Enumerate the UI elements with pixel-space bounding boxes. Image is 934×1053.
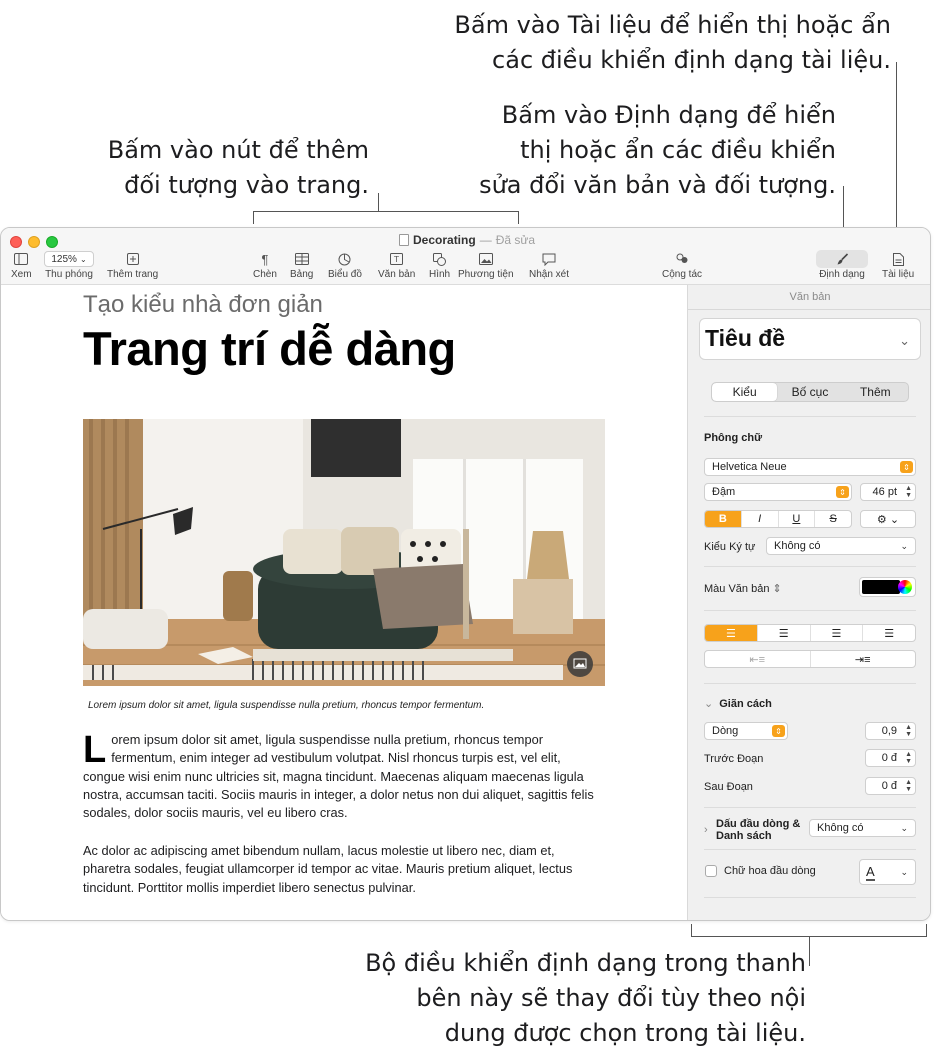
svg-text:T: T bbox=[394, 255, 400, 264]
chevron-down-icon: ⌄ bbox=[900, 866, 908, 877]
italic-button[interactable]: I bbox=[742, 511, 779, 527]
format-sidebar bbox=[687, 285, 931, 921]
stepper-arrows-icon[interactable]: ▲ ▼ bbox=[905, 724, 912, 738]
callout-document-line-2: các điều khiển định dạng tài liệu. bbox=[492, 46, 891, 74]
window-title bbox=[399, 233, 535, 247]
collaborate-icon bbox=[675, 250, 689, 268]
callout-sidebar-bracket-stem bbox=[809, 936, 810, 966]
view-label: Xem bbox=[11, 269, 32, 280]
callout-insert-line-2: đối tượng vào trang. bbox=[124, 171, 369, 199]
callout-insert-line-1: Bấm vào nút để thêm bbox=[107, 136, 369, 164]
updown-arrow-icon: ⇕ bbox=[772, 583, 782, 595]
drop-cap-style-select[interactable] bbox=[859, 859, 916, 885]
collaborate-label: Cộng tác bbox=[662, 269, 703, 280]
gear-icon: ⚙ ⌄ bbox=[876, 513, 900, 526]
chevron-down-icon: ⌄ bbox=[900, 540, 908, 551]
underline-button[interactable]: U bbox=[779, 511, 816, 527]
callout-insert bbox=[108, 133, 369, 203]
insert-label: Chèn bbox=[253, 269, 277, 280]
sidebar-tabs bbox=[711, 382, 909, 402]
line-spacing-mode-value: Dòng bbox=[712, 725, 739, 737]
document-button[interactable] bbox=[882, 250, 914, 280]
after-paragraph-value: 0 đ bbox=[881, 780, 897, 792]
pages-window bbox=[0, 227, 931, 921]
sidebar-header-divider bbox=[688, 309, 931, 310]
divider bbox=[704, 849, 916, 850]
advanced-options-button[interactable] bbox=[860, 510, 916, 528]
callout-sidebar-bracket-right bbox=[926, 924, 927, 937]
char-style-select[interactable] bbox=[766, 537, 916, 555]
callout-insert-bracket-right bbox=[518, 211, 519, 224]
zoom-control[interactable] bbox=[44, 250, 94, 280]
text-button[interactable] bbox=[378, 250, 415, 280]
table-icon bbox=[295, 250, 309, 268]
stepper-arrows-icon[interactable]: ▲ ▼ bbox=[905, 751, 912, 765]
after-paragraph-label: Sau Đoạn bbox=[704, 781, 753, 793]
tab-style[interactable]: Kiểu bbox=[712, 383, 777, 401]
body-paragraph-2-text: Ac dolor ac adipiscing amet bibendum nullam, lacus molestie ut libero nec, diam et, pharetra sodales, feugiat ullamcorper id tempor ac vitae. Mauris pretium aliquet, lectus tincidunt. Porttitor mollis imperdiet libero senectus pulvinar. bbox=[83, 843, 573, 895]
align-justify-icon[interactable]: ☰ bbox=[884, 627, 895, 640]
document-name: Decorating bbox=[413, 233, 476, 247]
divider bbox=[704, 416, 916, 417]
tab-more[interactable]: Thêm bbox=[859, 385, 891, 399]
divider bbox=[704, 610, 916, 611]
char-style-label: Kiểu Ký tự bbox=[704, 541, 756, 553]
updown-arrow-icon: ⇕ bbox=[772, 725, 785, 737]
font-family-select[interactable] bbox=[704, 458, 916, 476]
divider bbox=[704, 807, 916, 808]
align-left-icon[interactable]: ☰ bbox=[705, 625, 758, 641]
shape-label: Hình bbox=[429, 269, 451, 280]
align-center-icon[interactable]: ☰ bbox=[758, 625, 811, 641]
close-window-button[interactable] bbox=[10, 236, 22, 248]
chevron-down-icon: ⌄ bbox=[704, 698, 714, 710]
increase-indent-icon[interactable]: ⇥≡ bbox=[854, 653, 871, 666]
document-icon bbox=[399, 234, 409, 246]
callout-sidebar-line-3: dung được chọn trong tài liệu. bbox=[444, 1019, 806, 1047]
tab-layout[interactable]: Bố cục bbox=[791, 385, 829, 399]
add-page-button[interactable] bbox=[107, 250, 158, 280]
document-title[interactable]: Trang trí dễ dàng bbox=[83, 322, 456, 375]
text-box-icon bbox=[390, 250, 403, 268]
drop-cap: L bbox=[83, 729, 107, 771]
callout-format bbox=[479, 98, 836, 203]
updown-arrow-icon: ⇕ bbox=[900, 461, 913, 473]
chart-icon bbox=[338, 250, 351, 268]
table-button[interactable] bbox=[290, 250, 313, 280]
stepper-arrows-icon[interactable]: ▲ ▼ bbox=[905, 485, 912, 499]
callout-format-line-1: Bấm vào Định dạng để hiển bbox=[501, 101, 836, 129]
color-wheel-icon[interactable] bbox=[898, 580, 912, 594]
callout-sidebar-line-1: Bộ điều khiển định dạng trong thanh bbox=[365, 949, 806, 977]
chart-button[interactable] bbox=[328, 250, 362, 280]
divider bbox=[704, 683, 916, 684]
callout-document bbox=[454, 8, 891, 78]
callout-insert-bracket-stem bbox=[378, 193, 379, 211]
bullets-label-line-1: Dấu đầu dòng & bbox=[716, 818, 801, 830]
paintbrush-icon bbox=[816, 250, 868, 268]
media-button[interactable] bbox=[458, 250, 514, 280]
text-label: Văn bản bbox=[378, 269, 416, 280]
callout-sidebar-line-2: bên này sẽ thay đổi tùy theo nội bbox=[416, 984, 806, 1012]
divider bbox=[704, 897, 916, 898]
comment-label: Nhận xét bbox=[529, 269, 570, 280]
text-color-well[interactable] bbox=[859, 577, 916, 597]
document-status: Đã sửa bbox=[495, 233, 536, 247]
photo-caption[interactable]: Lorem ipsum dolor sit amet, ligula suspendisse nulla pretium, rhoncus tempor fermentum. bbox=[88, 700, 485, 711]
add-page-label: Thêm trang bbox=[107, 269, 159, 280]
bullets-value: Không có bbox=[817, 822, 864, 834]
callout-format-line-2: thị hoặc ẩn các điều khiển bbox=[520, 136, 836, 164]
document-label: Tài liệu bbox=[882, 269, 915, 280]
chevron-down-icon: ⌄ bbox=[899, 333, 910, 348]
font-size-value: 46 pt bbox=[872, 486, 897, 498]
callout-insert-bracket-left bbox=[253, 211, 254, 224]
view-button[interactable] bbox=[11, 250, 32, 280]
font-weight-select[interactable] bbox=[704, 483, 852, 501]
callout-sidebar-bracket-left bbox=[691, 924, 692, 937]
font-section-label: Phông chữ bbox=[704, 432, 763, 444]
collaborate-button[interactable] bbox=[662, 250, 702, 280]
shape-icon bbox=[433, 250, 446, 268]
body-paragraph-2[interactable] bbox=[83, 842, 603, 897]
sidebar-toggle-icon bbox=[14, 250, 28, 268]
living-room-photo[interactable] bbox=[83, 419, 605, 686]
indent-buttons bbox=[704, 650, 916, 668]
bullets-label-line-2: Danh sách bbox=[716, 830, 772, 842]
chart-label: Biểu đồ bbox=[328, 269, 362, 280]
body-paragraph-1[interactable] bbox=[83, 731, 603, 822]
chevron-right-icon: › bbox=[704, 824, 708, 836]
zoom-window-button[interactable] bbox=[46, 236, 58, 248]
body-paragraph-1-text: orem ipsum dolor sit amet, ligula suspendisse nulla pretium, rhoncus tempor fermentum, enim integer ad vestibulum volutpat. Nisl rhoncus turpis est, vel elit, congue wisi enim nunc ultricies sit, magna tincidunt. Maecenas aliquam maecenas ligula nostra, accumsan taciti. Sociis mauris in integer, a dolor netus non dui aliquet, sagittis felis sodales, dolor sociis mauris, vel eu libero cras. bbox=[83, 732, 594, 821]
char-style-value: Không có bbox=[774, 540, 821, 552]
strikethrough-button[interactable]: S bbox=[829, 513, 837, 525]
shape-button[interactable] bbox=[429, 250, 450, 280]
callout-format-line-3: sửa đổi văn bản và đối tượng. bbox=[479, 171, 836, 199]
format-button[interactable] bbox=[816, 250, 868, 280]
sidebar-header: Văn bản bbox=[789, 291, 831, 303]
line-spacing-stepper[interactable] bbox=[865, 722, 916, 740]
document-canvas[interactable] bbox=[1, 285, 687, 921]
font-family-value: Helvetica Neue bbox=[712, 461, 787, 473]
spacing-section-label[interactable] bbox=[704, 697, 772, 710]
callout-insert-bracket-h bbox=[253, 211, 519, 212]
zoom-value: 125% bbox=[51, 253, 77, 265]
text-color-label-text: Màu Văn bản bbox=[704, 583, 770, 595]
table-label: Bảng bbox=[290, 269, 314, 280]
before-paragraph-value: 0 đ bbox=[881, 752, 897, 764]
media-label: Phương tiện bbox=[458, 269, 514, 280]
document-subtitle[interactable]: Tạo kiểu nhà đơn giản bbox=[83, 291, 323, 318]
bullets-section-label[interactable] bbox=[704, 818, 800, 842]
document-page-icon bbox=[893, 250, 904, 268]
align-right-icon[interactable]: ☰ bbox=[811, 625, 864, 641]
text-color-swatch bbox=[862, 580, 900, 594]
zoom-label: Thu phóng bbox=[45, 269, 93, 280]
add-page-icon bbox=[127, 250, 139, 268]
drop-cap-preview-icon: A bbox=[866, 863, 875, 879]
pilcrow-icon: ¶ bbox=[261, 251, 269, 267]
photo-icon bbox=[479, 250, 493, 268]
decrease-indent-icon[interactable]: ⇤≡ bbox=[705, 651, 811, 667]
font-style-buttons bbox=[704, 510, 852, 528]
before-paragraph-label: Trước Đoạn bbox=[704, 753, 764, 765]
format-label: Định dạng bbox=[819, 269, 865, 280]
minimize-window-button[interactable] bbox=[28, 236, 40, 248]
title-separator: — bbox=[479, 233, 492, 247]
callout-document-line-1: Bấm vào Tài liệu để hiển thị hoặc ẩn bbox=[454, 11, 891, 39]
font-size-stepper[interactable] bbox=[860, 483, 916, 501]
paragraph-style-popup[interactable] bbox=[699, 318, 921, 360]
stepper-arrows-icon[interactable]: ▲ ▼ bbox=[905, 779, 912, 793]
font-weight-value: Đậm bbox=[712, 486, 736, 498]
spacing-section-text: Giãn cách bbox=[719, 698, 772, 710]
updown-arrow-icon: ⇕ bbox=[836, 486, 849, 498]
comment-icon bbox=[542, 250, 556, 268]
bold-button[interactable]: B bbox=[705, 511, 742, 527]
drop-cap-checkbox[interactable] bbox=[705, 865, 717, 877]
callout-document-line bbox=[896, 62, 897, 252]
bullets-select[interactable] bbox=[809, 819, 916, 837]
alignment-buttons bbox=[704, 624, 916, 642]
zoom-popup[interactable] bbox=[44, 251, 94, 267]
chevron-down-icon: ⌄ bbox=[900, 822, 908, 833]
chevron-down-icon: ⌄ bbox=[79, 254, 87, 264]
after-paragraph-stepper[interactable] bbox=[865, 777, 916, 795]
line-spacing-select[interactable] bbox=[704, 722, 788, 740]
insert-button[interactable] bbox=[253, 250, 277, 280]
toolbar bbox=[1, 228, 930, 285]
callout-sidebar bbox=[365, 946, 806, 1051]
text-color-label bbox=[704, 582, 782, 595]
line-spacing-value: 0,9 bbox=[881, 725, 897, 737]
paragraph-style-value: Tiêu đề bbox=[705, 325, 786, 351]
comment-button[interactable] bbox=[529, 250, 569, 280]
divider bbox=[704, 566, 916, 567]
before-paragraph-stepper[interactable] bbox=[865, 749, 916, 767]
drop-cap-label: Chữ hoa đầu dòng bbox=[724, 865, 816, 877]
